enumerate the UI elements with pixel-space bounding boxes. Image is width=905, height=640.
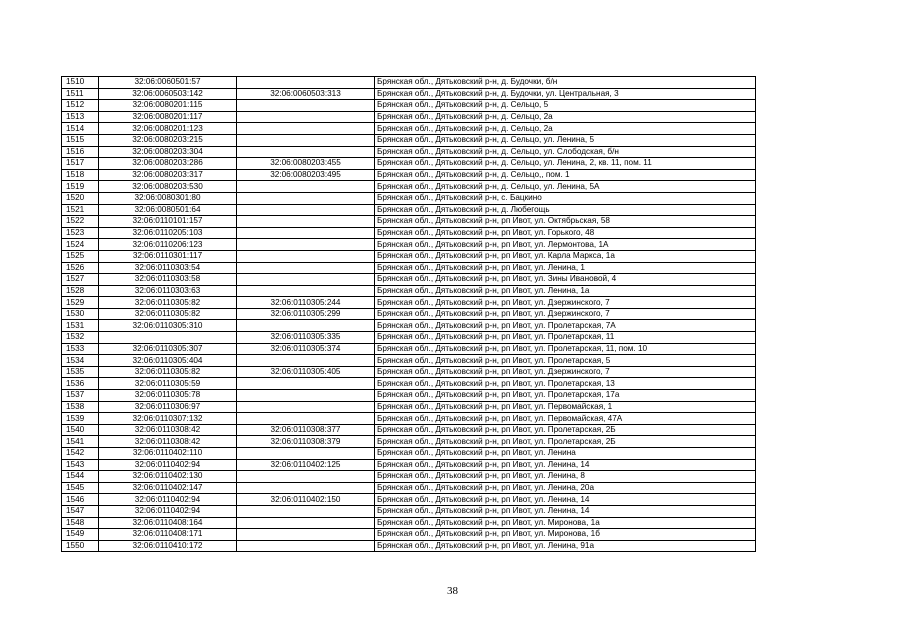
cadastral-number-cell: 32:06:0110306:97 [99,401,237,413]
table-row [62,274,756,286]
cadastral-number-cell: 32:06:0080203:215 [99,134,237,146]
row-number-cell: 1511 [62,88,99,100]
table-row [62,413,756,425]
row-number-cell: 1533 [62,343,99,355]
building-number-cell [237,204,375,216]
table-row [62,355,756,367]
address-cell: Брянская обл., Дятьковский р-н, рп Ивот, ул. Ленина, 14 [375,459,756,471]
building-number-cell: 32:06:0110305:299 [237,308,375,320]
row-number-cell: 1537 [62,390,99,402]
address-cell: Брянская обл., Дятьковский р-н, рп Ивот, ул. Пролетарская, 5 [375,355,756,367]
building-number-cell [237,471,375,483]
table-row [62,540,756,552]
building-number-cell: 32:06:0110308:379 [237,436,375,448]
building-number-cell [237,77,375,89]
address-cell: Брянская обл., Дятьковский р-н, д. Сельцо, ул. Ленина, 5А [375,181,756,193]
building-number-cell [237,134,375,146]
table-row [62,529,756,541]
address-cell: Брянская обл., Дятьковский р-н, д. Сельцо, ул. Ленина, 2, кв. 11, пом. 11 [375,158,756,170]
table-row [62,146,756,158]
address-cell: Брянская обл., Дятьковский р-н, рп Ивот, ул. Ленина, 14 [375,494,756,506]
table-row [62,320,756,332]
row-number-cell: 1529 [62,297,99,309]
address-cell: Брянская обл., Дятьковский р-н, д. Любегощь [375,204,756,216]
building-number-cell [237,181,375,193]
table-row [62,308,756,320]
table-row [62,134,756,146]
row-number-cell: 1518 [62,169,99,181]
cadastral-number-cell: 32:06:0110408:171 [99,529,237,541]
cadastral-number-cell: 32:06:0110305:310 [99,320,237,332]
cadastral-number-cell: 32:06:0080201:123 [99,123,237,135]
building-number-cell: 32:06:0110402:125 [237,459,375,471]
cadastral-number-cell: 32:06:0060503:142 [99,88,237,100]
cadastral-number-cell: 32:06:0110402:130 [99,471,237,483]
row-number-cell: 1532 [62,332,99,344]
table-row [62,378,756,390]
address-cell: Брянская обл., Дятьковский р-н, рп Ивот, ул. Миронова, 1б [375,529,756,541]
table-row [62,390,756,402]
row-number-cell: 1549 [62,529,99,541]
address-cell: Брянская обл., Дятьковский р-н, рп Ивот, ул. Миронова, 1а [375,517,756,529]
table-row [62,343,756,355]
cadastral-number-cell: 32:06:0080201:117 [99,111,237,123]
table-row [62,158,756,170]
address-cell: Брянская обл., Дятьковский р-н, рп Ивот, ул. Октябрьская, 58 [375,216,756,228]
table-row [62,169,756,181]
address-cell: Брянская обл., Дятьковский р-н, рп Ивот, ул. Карла Маркса, 1а [375,250,756,262]
table-row [62,332,756,344]
address-cell: Брянская обл., Дятьковский р-н, рп Ивот, ул. Пролетарская, 17а [375,390,756,402]
address-cell: Брянская обл., Дятьковский р-н, рп Ивот, ул. Первомайская, 1 [375,401,756,413]
building-number-cell [237,482,375,494]
address-cell: Брянская обл., Дятьковский р-н, рп Ивот, ул. Зины Ивановой, 4 [375,274,756,286]
cadastral-number-cell: 32:06:0080301:80 [99,192,237,204]
address-cell: Брянская обл., Дятьковский р-н, рп Ивот, ул. Дзержинского, 7 [375,308,756,320]
building-number-cell [237,146,375,158]
row-number-cell: 1520 [62,192,99,204]
row-number-cell: 1540 [62,424,99,436]
cadastral-number-cell: 32:06:0110305:404 [99,355,237,367]
table-row [62,297,756,309]
row-number-cell: 1534 [62,355,99,367]
row-number-cell: 1548 [62,517,99,529]
cadastral-number-cell: 32:06:0110307:132 [99,413,237,425]
table-row [62,517,756,529]
table-row [62,459,756,471]
table-row [62,262,756,274]
cadastral-number-cell: 32:06:0110308:42 [99,424,237,436]
cadastral-number-cell: 32:06:0110305:82 [99,308,237,320]
row-number-cell: 1546 [62,494,99,506]
table-row [62,204,756,216]
address-cell: Брянская обл., Дятьковский р-н, рп Ивот, ул. Дзержинского, 7 [375,297,756,309]
row-number-cell: 1528 [62,285,99,297]
address-cell: Брянская обл., Дятьковский р-н, рп Ивот, ул. Пролетарская, 7А [375,320,756,332]
row-number-cell: 1536 [62,378,99,390]
table-row [62,77,756,89]
building-number-cell [237,320,375,332]
cadastral-number-cell: 32:06:0110303:63 [99,285,237,297]
building-number-cell [237,285,375,297]
building-number-cell [237,123,375,135]
address-cell: Брянская обл., Дятьковский р-н, рп Ивот, ул. Первомайская, 47А [375,413,756,425]
address-cell: Брянская обл., Дятьковский р-н, рп Ивот, ул. Пролетарская, 13 [375,378,756,390]
row-number-cell: 1517 [62,158,99,170]
row-number-cell: 1519 [62,181,99,193]
building-number-cell [237,505,375,517]
building-number-cell [237,413,375,425]
address-cell: Брянская обл., Дятьковский р-н, рп Ивот, ул. Ленина, 14 [375,505,756,517]
cadastral-number-cell: 32:06:0110305:59 [99,378,237,390]
table-row [62,88,756,100]
address-cell: Брянская обл., Дятьковский р-н, рп Ивот, ул. Ленина, 91а [375,540,756,552]
cadastral-number-cell: 32:06:0110410:172 [99,540,237,552]
row-number-cell: 1515 [62,134,99,146]
building-number-cell: 32:06:0110305:405 [237,366,375,378]
address-cell: Брянская обл., Дятьковский р-н, д. Сельцо, 5 [375,100,756,112]
cadastral-number-cell: 32:06:0080203:304 [99,146,237,158]
address-cell: Брянская обл., Дятьковский р-н, рп Ивот, ул. Ленина, 1 [375,262,756,274]
row-number-cell: 1514 [62,123,99,135]
building-number-cell [237,529,375,541]
address-cell: Брянская обл., Дятьковский р-н, рп Ивот, ул. Ленина [375,448,756,460]
row-number-cell: 1516 [62,146,99,158]
row-number-cell: 1544 [62,471,99,483]
table-row [62,227,756,239]
building-number-cell: 32:06:0110402:150 [237,494,375,506]
table-row [62,482,756,494]
table-row [62,436,756,448]
building-number-cell: 32:06:0080203:495 [237,169,375,181]
building-number-cell [237,540,375,552]
cadastral-number-cell: 32:06:0110402:94 [99,494,237,506]
address-cell: Брянская обл., Дятьковский р-н, д. Сельцо, ул. Слободская, б/н [375,146,756,158]
row-number-cell: 1542 [62,448,99,460]
building-number-cell: 32:06:0080203:455 [237,158,375,170]
row-number-cell: 1547 [62,505,99,517]
row-number-cell: 1550 [62,540,99,552]
address-cell: Брянская обл., Дятьковский р-н, рп Ивот, ул. Ленина, 8 [375,471,756,483]
cadastral-number-cell: 32:06:0110303:54 [99,262,237,274]
building-number-cell [237,216,375,228]
building-number-cell: 32:06:0110305:244 [237,297,375,309]
row-number-cell: 1541 [62,436,99,448]
row-number-cell: 1538 [62,401,99,413]
row-number-cell: 1522 [62,216,99,228]
building-number-cell [237,401,375,413]
cadastral-number-cell: 32:06:0110206:123 [99,239,237,251]
row-number-cell: 1513 [62,111,99,123]
building-number-cell [237,262,375,274]
building-number-cell [237,239,375,251]
cadastral-number-cell: 32:06:0110402:110 [99,448,237,460]
building-number-cell [237,274,375,286]
table-row [62,424,756,436]
row-number-cell: 1510 [62,77,99,89]
building-number-cell [237,192,375,204]
table-row [62,123,756,135]
address-cell: Брянская обл., Дятьковский р-н, рп Ивот, ул. Горького, 48 [375,227,756,239]
table-row [62,192,756,204]
cadastral-number-cell: 32:06:0080501:64 [99,204,237,216]
table-row [62,285,756,297]
cadastral-number-cell: 32:06:0110402:94 [99,505,237,517]
cadastral-number-cell: 32:06:0110305:82 [99,366,237,378]
table-row [62,239,756,251]
address-cell: Брянская обл., Дятьковский р-н, рп Ивот, ул. Пролетарская, 2Б [375,424,756,436]
table-row [62,250,756,262]
building-number-cell [237,111,375,123]
cadastral-number-cell: 32:06:0110305:78 [99,390,237,402]
cadastral-number-cell: 32:06:0110305:307 [99,343,237,355]
row-number-cell: 1545 [62,482,99,494]
table-row [62,100,756,112]
address-cell: Брянская обл., Дятьковский р-н, с. Бацкино [375,192,756,204]
table-row [62,505,756,517]
building-number-cell [237,517,375,529]
page-number: 38 [447,585,458,597]
cadastral-table [61,76,756,552]
row-number-cell: 1512 [62,100,99,112]
address-cell: Брянская обл., Дятьковский р-н, рп Ивот, ул. Лермонтова, 1А [375,239,756,251]
address-cell: Брянская обл., Дятьковский р-н, д. Сельцо,, пом. 1 [375,169,756,181]
cadastral-number-cell: 32:06:0110402:94 [99,459,237,471]
address-cell: Брянская обл., Дятьковский р-н, рп Ивот, ул. Пролетарская, 2Б [375,436,756,448]
building-number-cell: 32:06:0060503:313 [237,88,375,100]
building-number-cell [237,448,375,460]
cadastral-number-cell: 32:06:0060501:57 [99,77,237,89]
table-row [62,366,756,378]
table-row [62,216,756,228]
cadastral-number-cell: 32:06:0110303:58 [99,274,237,286]
row-number-cell: 1543 [62,459,99,471]
address-cell: Брянская обл., Дятьковский р-н, д. Будочки, ул. Центральная, 3 [375,88,756,100]
table-row [62,181,756,193]
row-number-cell: 1521 [62,204,99,216]
address-cell: Брянская обл., Дятьковский р-н, д. Сельцо, 2а [375,111,756,123]
row-number-cell: 1526 [62,262,99,274]
building-number-cell: 32:06:0110308:377 [237,424,375,436]
address-cell: Брянская обл., Дятьковский р-н, рп Ивот, ул. Ленина, 1а [375,285,756,297]
cadastral-number-cell: 32:06:0080203:286 [99,158,237,170]
building-number-cell [237,250,375,262]
cadastral-number-cell: 32:06:0110101:157 [99,216,237,228]
address-cell: Брянская обл., Дятьковский р-н, д. Сельцо, ул. Ленина, 5 [375,134,756,146]
table-row [62,494,756,506]
table-row [62,448,756,460]
building-number-cell: 32:06:0110305:335 [237,332,375,344]
cadastral-number-cell: 32:06:0110402:147 [99,482,237,494]
row-number-cell: 1539 [62,413,99,425]
building-number-cell [237,100,375,112]
cadastral-number-cell [99,332,237,344]
building-number-cell [237,355,375,367]
cadastral-number-cell: 32:06:0110205:103 [99,227,237,239]
address-cell: Брянская обл., Дятьковский р-н, д. Сельцо, 2а [375,123,756,135]
cadastral-number-cell: 32:06:0110308:42 [99,436,237,448]
cadastral-number-cell: 32:06:0110301:117 [99,250,237,262]
table-body [62,77,756,552]
building-number-cell [237,227,375,239]
row-number-cell: 1523 [62,227,99,239]
address-cell: Брянская обл., Дятьковский р-н, рп Ивот, ул. Дзержинского, 7 [375,366,756,378]
address-cell: Брянская обл., Дятьковский р-н, рп Ивот, ул. Пролетарская, 11 [375,332,756,344]
address-cell: Брянская обл., Дятьковский р-н, д. Будочки, б/н [375,77,756,89]
building-number-cell [237,378,375,390]
cadastral-number-cell: 32:06:0110305:82 [99,297,237,309]
table-row [62,471,756,483]
address-cell: Брянская обл., Дятьковский р-н, рп Ивот, ул. Пролетарская, 11, пом. 10 [375,343,756,355]
building-number-cell: 32:06:0110305:374 [237,343,375,355]
row-number-cell: 1530 [62,308,99,320]
address-cell: Брянская обл., Дятьковский р-н, рп Ивот, ул. Ленина, 20а [375,482,756,494]
cadastral-number-cell: 32:06:0080203:317 [99,169,237,181]
row-number-cell: 1531 [62,320,99,332]
table-row [62,401,756,413]
cadastral-number-cell: 32:06:0110408:164 [99,517,237,529]
table-row [62,111,756,123]
building-number-cell [237,390,375,402]
cadastral-number-cell: 32:06:0080201:115 [99,100,237,112]
row-number-cell: 1524 [62,239,99,251]
row-number-cell: 1525 [62,250,99,262]
cadastral-number-cell: 32:06:0080203:530 [99,181,237,193]
row-number-cell: 1527 [62,274,99,286]
row-number-cell: 1535 [62,366,99,378]
